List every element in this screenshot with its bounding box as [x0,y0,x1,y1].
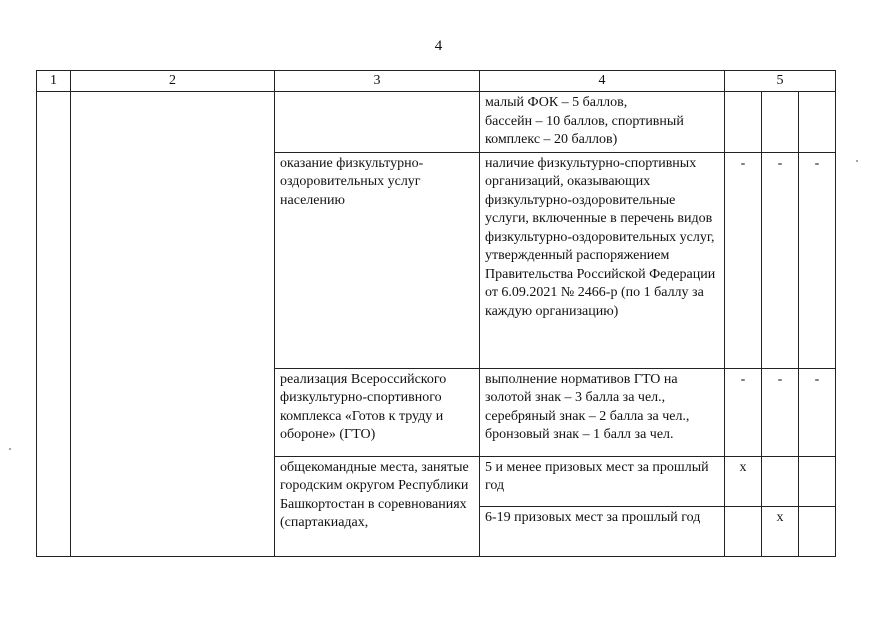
cell-mark-2 [762,456,799,506]
cell-indicator [275,92,480,153]
cell-mark-3: - [799,152,836,368]
cell-mark-1 [725,506,762,556]
cell-indicator: оказание физкультурно-оздоровительных услуг населению [275,152,480,368]
cell-col1-empty [37,92,71,557]
table-header-row [37,71,836,92]
cell-mark-2: - [762,368,799,456]
cell-mark-3 [799,92,836,153]
cell-indicator: общекомандные места, занятые городским округом Республики Башкортостан в соревнованиях (спартакиадах, [275,456,480,556]
scan-speck [9,448,11,450]
cell-mark-2: - [762,152,799,368]
cell-mark-2 [762,92,799,153]
cell-criteria: наличие физкультурно-спортивных организаций, оказывающих физкультурно-оздоровительные услуги, включенные в перечень видов физкультурно-оздоровительных услуг, утвержденный распоряжением Правительства Российской Федерации от 6.09.2021 № 2466-р (по 1 баллу за каждую организацию) [480,152,725,368]
header-cell-1: 1 [37,71,71,92]
header-cell-2: 2 [71,71,275,92]
cell-mark-1: - [725,152,762,368]
header-cell-4: 4 [480,71,725,92]
cell-criteria: 6-19 призовых мест за прошлый год [480,506,725,556]
cell-mark-1: - [725,368,762,456]
cell-mark-3 [799,506,836,556]
cell-col2-empty [71,92,275,557]
cell-criteria: малый ФОК – 5 баллов, бассейн – 10 баллов, спортивный комплекс – 20 баллов) [480,92,725,153]
scan-speck [856,160,858,162]
cell-mark-1 [725,92,762,153]
cell-mark-1: х [725,456,762,506]
cell-indicator: реализация Всероссийского физкультурно-спортивного комплекса «Готов к труду и обороне» (ГТО) [275,368,480,456]
table-row [37,92,836,153]
cell-mark-2: х [762,506,799,556]
header-cell-5: 5 [725,71,836,92]
cell-mark-3: - [799,368,836,456]
cell-criteria: выполнение нормативов ГТО на золотой знак – 3 балла за чел., серебряный знак – 2 балла за чел., бронзовый знак – 1 балл за чел. [480,368,725,456]
criteria-table [36,70,836,557]
page-number: 4 [434,38,443,54]
header-cell-3: 3 [275,71,480,92]
cell-criteria: 5 и менее призовых мест за прошлый год [480,456,725,506]
cell-mark-3 [799,456,836,506]
